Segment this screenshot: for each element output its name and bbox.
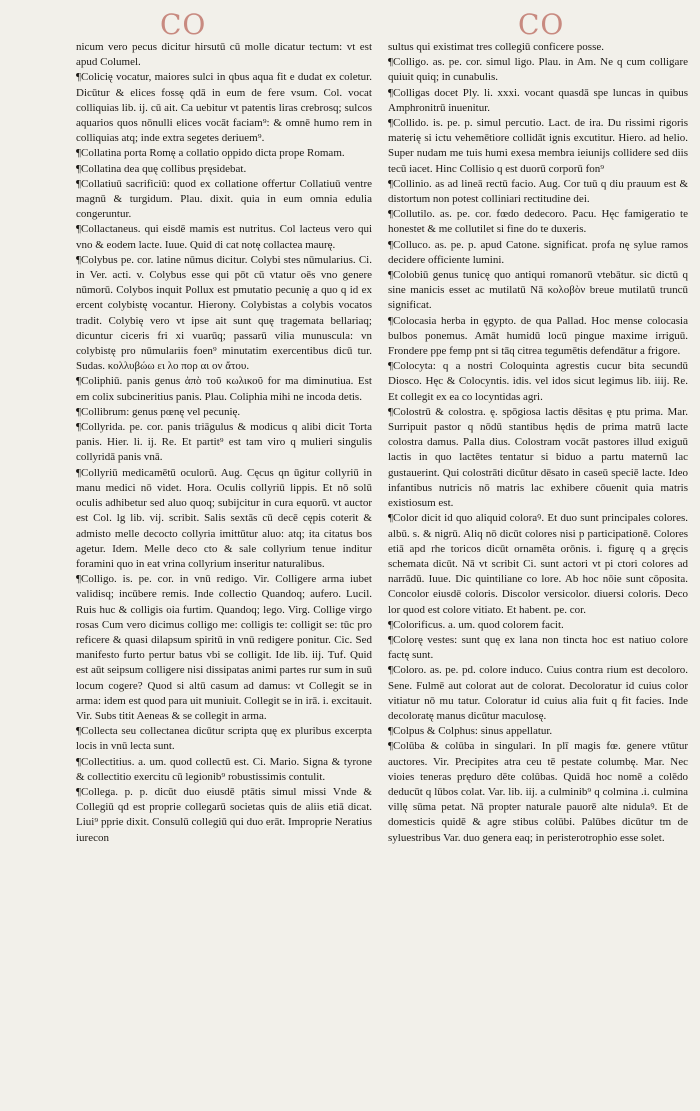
running-head-left: CO <box>160 8 207 41</box>
entry-text: ¶Collatiuū sacrificiū: quod ex collatione offertur Collatiuū ventre magnū & turgidum. Plau. dixit. quia in eum omnia edulia congeruntur. <box>76 177 375 221</box>
entry-text: ¶Colocasia herba in ęgypto. de qua Pallad. Hoc mense colocasia bulbos ponemus. Amāt humidū locū pingue maxime irriguū. Frondere ppe femp pnt si tāq citrea tegumētis defendātur a frigore. <box>388 314 691 358</box>
entry-text: ¶Colocyta: q a nostri Coloquinta agrestis cucur bita secundū Diosco. Hęc & Colocyntis. idis. vel idos sicut legimus lib. iiij. Re. Et collegit ex ea co locyntidas agri. <box>388 360 691 403</box>
entry-text: ¶Coliphiū. panis genus ἀπὸ τοῦ κωλικοῦ for ma diminutiua. Est em colix subcineritius panis. Plau. Coliphia mihi ne incoda detis. <box>76 375 375 403</box>
entry-text: ¶Collecta seu collectanea dicūtur scripta quę ex pluribus excerpta locis in vnū lecta sunt. <box>76 725 375 753</box>
entry-text: ¶Colluco. as. pe. p. apud Catone. significat. profa nę sylue ramos decidere officiente lumini. <box>388 238 691 266</box>
entry-text: ¶Collinio. as ad lineā rectū facio. Aug. Cor tuū q diu prauum est & distortum non potest colliniari rectitudine dei. <box>388 177 691 206</box>
entry-text: ¶Coloro. as. pe. pd. colore induco. Cuius contra rium est decoloro. Sene. Fulmē aut colorat aut de colorat. Decoloratur id cuius color vitiatur nō mu tatur. Coloratur id cuius alia fuit q fit facies. Inde decoloratę manus dicūtur maculosę. <box>388 664 691 722</box>
entry-text: ¶Collatina porta Romę a collatio oppido dicta prope Romam. <box>76 147 345 160</box>
entry-text: ¶Colobiū genus tunicę quo antiqui romanorū vtebātur. sic dictū q sine manicis esset ac mutilatū Nā κολοβὸν breue mutilatū truncū significat. <box>388 269 691 312</box>
entry-text: ¶Colligas docet Ply. li. xxxi. vocant quasdā spe luncas in quibus Amphronitrū inuenitur. <box>388 86 691 114</box>
entry-text: ¶Collega. p. p. dicūt duo eiusdē ptātis simul missi Vnde & Collegiū qd est proprie collegarū societas quis de aliis etiā dicat. Liui⁹ pprie dixit. Consulū collegiū qui duo erāt. Improprie Neratius iurecon <box>76 785 375 844</box>
entry-text: ¶Collido. is. pe. p. simul percutio. Lact. de ira. Du rissimi rigoris materię si ictu vehemētiore collidāt ignis excutitur. Hiero. ad helio. Super nudam me tuis humi exesa membra ieiunijs collidere sed diis tecū iacet. Hinc Collisio q est duorū corporū fon⁹ <box>388 117 691 175</box>
entry-text: ¶Color dicit id quo aliquid coloraꝰ. Et duo sunt principales colores. albū. s. & nigrū. Aliq nō dicūt colores nisi p participationē. Colores etiā apd rhe toricos dicūt ornamēta orōnis. i. figurę q a gręcis schemata dicūt. Nā vt scribit Ci. sunt actori vt pi ctori colores ad narrādū. Iuue. Dic quintiliane co lore. Ab hoc nōie sunt cōposita. Concolor eiusdē coloris. Discolor versicolor. diuersi coloris. Deco lor quod est colore vitiato. Et habent. pe. cor. <box>388 512 691 616</box>
entry-text: ¶Collatina dea quę collibus pręsidebat. <box>76 162 247 175</box>
entry-text: ¶Collyrida. pe. cor. panis triāgulus & modicus q alibi dicit Torta panis. Hier. li. ij. Re. Et partit⁹ est tam viro q mulieri singulis collyridā panis vnā. <box>76 421 375 464</box>
right-column <box>388 40 691 1103</box>
entry-text: ¶Collyriū medicamētū oculorū. Aug. Cęcus qn ūgitur collyriū in manu medici nō videt. Hora. Oculis collyriū lippis. Et nō solū oculis adhibetur sed aluo quoq; subijcitur in cura equorū. vt auctor est Col. lg lib. vij. scribit. Salis sextās cū decē cępis coterit & admisto melle decocto collyria imittūtur aluo: atq; ita citatus bos agetur. Idem. Melle deco cto & sale collyrium tenue inditur foramini quo in eat vrina collyrium inseritur naturalibus. <box>76 466 375 570</box>
entry-text: ¶Colpus & Colphus: sinus appellatur. <box>388 725 553 738</box>
entry-text: ¶Collactaneus. qui eisdē mamis est nutritus. Col lacteus vero qui vno & eodem lacte. Iuue. Quid di cat notę collactea maurę. <box>76 223 375 251</box>
entry-text: ¶Colorę vestes: sunt quę ex lana non tincta hoc est natiuo colore factę sunt. <box>388 633 691 662</box>
entry-text: ¶Colorificus. a. um. quod colorem facit. <box>388 618 564 631</box>
entry-text: ¶Colligo. is. pe. cor. in vnū redigo. Vir. Colligere arma iubet validisq; incūbere remis. Inde collectio Quandoq; aufero. Lucil. Ruis huc & colligis oia furtim. Quandoq; lego. Virg. Collige virgo rosas Cum vero dicimus colligo me: colligis te: colligit se: tūc pro reficere & quasi dilapsum spiritū in vnū redigere ponitur. Cic. Sed manifesto furto pertur batus vbi se colligit. Ide lib. iij. Tuf. Quid est aūt seipsum colligere nisi dissipatas animi partes rur sum in suū locum cogere? Quod si altū casum ad damus: vt Collegit se in arma: idem est quod para uit muniuit. Collegit se in irā. i. excitauit. Vir. Subs titit Aeneas & se collegit in arma. <box>76 573 375 722</box>
entry-text: nicum vero pecus dicitur hirsutū cū molle dicatur tectum: vt est apud Columel. <box>76 41 375 69</box>
entry-text: ¶Colūba & colūba in singulari. In plī magis fœ. genere vtūtur auctores. Vir. Precipites atra ceu tē pestate columbę. Mar. Nec vioies teneras pręduro dēte colūbas. Quidā hoc nomē a colēdo deducūt q lūbos colat. Var. lib. iij. a culminib⁹ q colmina .i. culmina villę sūma petat. Nā propter naturale pauorē alte nidulaꝰ. Et de domesticis quidē & agre stibus colūbi. Palūbes dicūtur tm de syluestribus Var. duo genera eaq; in peristerotrophio esse solet. <box>388 740 691 844</box>
entry-text: ¶Colligo. as. pe. cor. simul ligo. Plau. in Am. Ne q cum colligare quiuit quiq; in cunabulis. <box>388 56 691 84</box>
entry-text: ¶Colicię vocatur, maiores sulci in qbus aqua fit e dudat ex coletur. Dicūtur & elices fossę qdā in eum de fere vsum. Col. vocat colliquias lib. ij. cū ait. Ca uebitur vt patentis liras crebrosq; sulcos aquarios quos nōnulli elices vocāt faciam⁹: & omnē humo rem in colliquias atq; inde extra segetes deriuem⁹. <box>76 71 375 145</box>
entry-text: ¶Colybus pe. cor. latine nūmus dicitur. Colybi stes nūmularius. Ci. in Ver. acti. v. Colybus esse qui pōt cū vtatur oēs vno genere nūmorū. Colybos inquit Pollux est pmutatio pecunię a quo q id ex ercent colybistę vocantur. Hierony. Colybistas a colybis vocatos tradit. Colybię vero vt ipse ait sunt quę tragemata bellariaq; dicuntur ciceris fri xi vuarūq; passarū vilia munuscula: vn colybistę pro nūmulariis foen⁹ minutatim exercentibus dicū tur. Sudas. κολλυβώω ει λο πορ αι ον ἄτου. <box>76 253 375 373</box>
entry-text: ¶Collibrum: genus pœnę vel pecunię. <box>76 405 241 418</box>
entry-text: ¶Collectitius. a. um. quod collectū est. Ci. Mario. Signa & tyrone & collectitio exercitu cū legionib⁹ robustissimis contulit. <box>76 755 375 783</box>
entry-text: ¶Colostrū & colostra. ę. spōgiosa lactis dēsitas ę ptu prima. Mar. Surripuit pastor q nōdū stantibus hędis de prima matrū lacte colostra damus. Palla dius. Colostram vocāt pastores illud exiguū lactis in quo lactētes tentatur si biduo a partu maternū lac gustauerint. Qui colostrāti dicūtur dēsato in caseū speciē lacte. Ideo infantibus nutricis nō matris lac exhibere cōuenit quia matris existiosum est. <box>388 405 691 510</box>
running-head-right: CO <box>518 8 565 41</box>
left-column <box>76 40 375 1103</box>
entry-text: sultus qui existimat tres collegiū conficere posse. <box>388 41 604 53</box>
entry-text: ¶Collutilo. as. pe. cor. fœdo dedecoro. Pacu. Hęc famigeratio te honestet & me collutilet si fine do te duxeris. <box>388 208 691 236</box>
